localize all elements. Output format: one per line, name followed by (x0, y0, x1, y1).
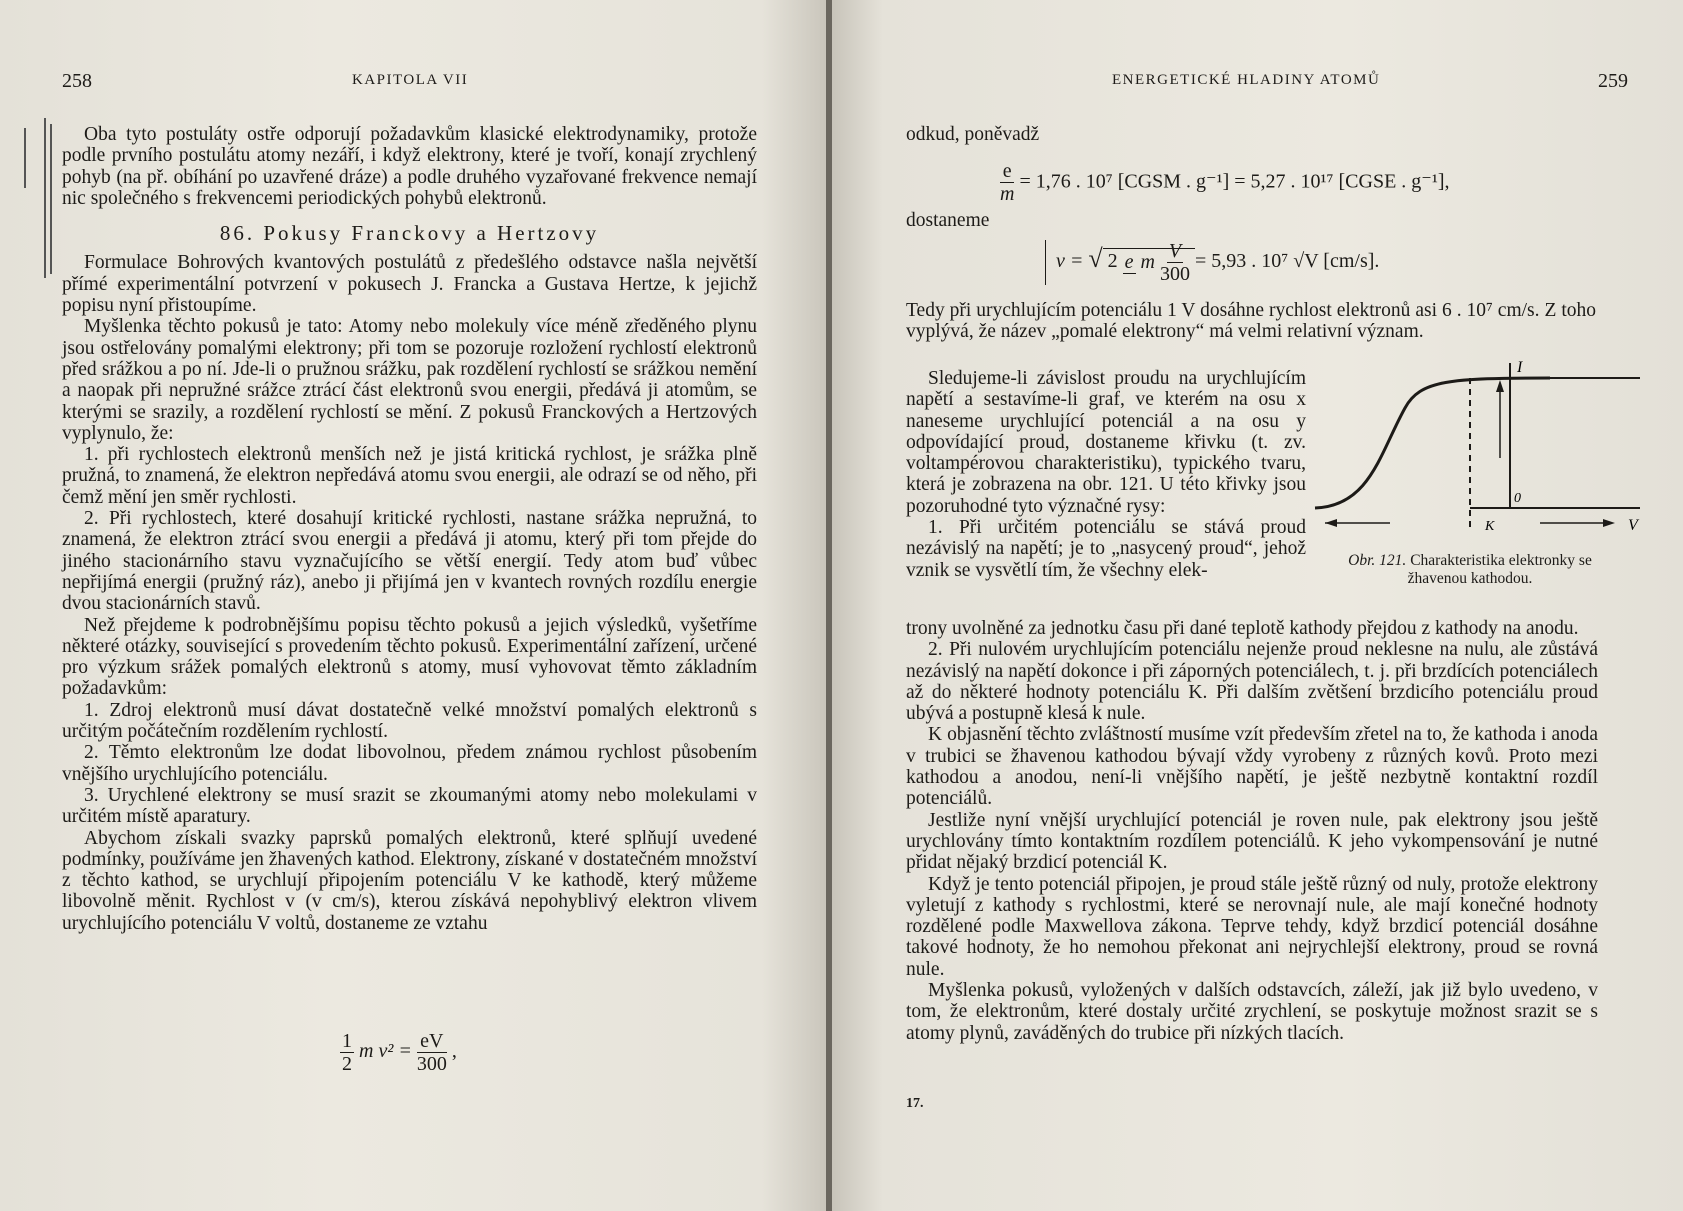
fraction-ev: $\frac{eV}{300}$ (416, 1030, 447, 1075)
right-page-lead (906, 124, 1596, 145)
paragraph: Abychom získali svazky paprsků pomalých elektronů, které splňují uvedené podmínky, používáme jen žhavených kathod. Elektrony, získané v dostatečném množství z těchto kathod, se urychlují připojením potenciálu V ke kathodě, který můžeme libovolně měnit. Rychlost v (v cm/s), kterou získává nepohyblivý elektron vlivem urychlujícího potenciálu V voltů, dostaneme ze vztahu (62, 827, 757, 934)
paragraph: Oba tyto postuláty ostře odporují požadavkům klasické elektrodynamiky, protože podle prvního postulátu atomy nezáří, i když elektrony, které je tvoří, konají zrychlený pohyb (na př. obíhání po uzavřené dráze) a podle druhého vyzařované frekvence nemají nic společného s frekvencemi periodických pohybů elektronů. (62, 124, 757, 209)
paragraph: Myšlenka pokusů, vyložených v dalších odstavcích, záleží, jak již bylo uvedeno, v tom, že elektronům, které dostaly určité zrychlení, se poskytuje možnost srazit se s atomy plynů, zaváděných do trubice při nízkých tlacích. (906, 980, 1598, 1044)
list-item: 2. Při rychlostech, které dosahují kritické rychlosti, nastane srážka nepružná, to znamená, že elektron ztrácí svou energii a předává ji atomu, který při tom přejde do jiného stacionárního stavu vyznačujícího se větší energií. Tedy atom buď vůbec nepřijímá energii (pružný ráz), anebo ji přijímá jen v kvantech rovných rozdílu energie dvou stacionárních stavů. (62, 508, 757, 615)
section-heading: 86. Pokusy Franckovy a Hertzovy (219, 221, 600, 246)
right-page-lead-2 (906, 210, 1306, 231)
list-item: 2. Při nulovém urychlujícím potenciálu nejenže proud neklesne na nulu, ale zůstává nezávislý na napětí dokonce i při záporných potenciálech, t. j. při brzdících potenciálech až do některé hodnoty potenciálu K. Při dalším zvětšení brzdicího potenciálu proud ubývá a postupně klesá k nule. (906, 639, 1598, 725)
charge-mass-ratio-equation: $\frac{e}{m} = 1,76$ . 10⁷ [CGSM . g⁻¹] = 5,27 . 10¹⁷ [CGSE . g⁻¹], (1000, 160, 1450, 205)
paragraph: Myšlenka těchto pokusů je tato: Atomy nebo molekuly více méně zředěného plynu jsou ostřelovány pomalými elektrony; při tom se pozoruje rozložení rychlostí elektronů před srážkou a po ní. Jde-li o pružnou srážku, pak rozdělení rychlostí se srážkou nemění a naopak při nepružné srážce ztrácí část elektronů svou energii, předává ji atomům, se kterými se srazily, a rozdělení rychlostí se mění. Z pokusů Franckových a Hertzových vyplynulo, že: (62, 316, 757, 444)
lead-text: dostaneme (906, 210, 990, 231)
label-current-i: I (1517, 359, 1523, 376)
figure-caption-text: Charakteristika elektronky se žhavenou kathodou. (1407, 552, 1592, 587)
characteristic-curve (1315, 378, 1550, 508)
list-item: 2. Těmto elektronům lze dodat libovolnou, předem známou rychlost působením vnějšího urychlujícího potenciálu. (62, 742, 757, 785)
running-head: KAPITOLA VII (352, 72, 469, 88)
left-page (0, 0, 828, 1211)
kinetic-energy-formula: $\frac{1}{2}$ m v² = $\frac{eV}{300}$ , (342, 1030, 457, 1075)
right-page-side-text (906, 368, 1306, 581)
right-page-body-top (906, 300, 1596, 343)
list-item: 3. Urychlené elektrony se musí srazit se zkoumanými atomy nebo molekulami v určitém místě aparatury. (62, 784, 757, 828)
paragraph: Jestliže nyní vnější urychlující potenciál je roven nule, pak elektrony jsou ještě urychlovány tímto kontaktním rozdílem potenciálů. K jeho vykompensování je nutné přidat nějaký brzdicí potenciál K. (906, 809, 1598, 874)
list-item: 1. při rychlostech elektronů menších než je jistá kritická rychlost, je srážka plně pružná, to znamená, že elektron nepředává atomu svou energii, ale odrazí se od něho, při čemž mění jen směr rychlosti. (62, 444, 757, 508)
paragraph: Formulace Bohrových kvantových postulátů z předešlého odstavce našla největší přímé experimentální potvrzení v pokusech J. Francka a Gustava Hertze, k jejichž popisu nyní přistoupíme. (62, 252, 757, 317)
left-page-body (62, 124, 757, 934)
fraction-half: $\frac{1}{2}$ (342, 1030, 352, 1075)
label-k: K (1485, 519, 1495, 534)
figure-label: Obr. 121. (1348, 552, 1407, 569)
label-v: V (1628, 517, 1638, 534)
page-number: 259 (1598, 70, 1628, 92)
list-item: 1. Při určitém potenciálu se stává proud nezávislý na napětí; je to „nasycený proud“, jehož vznik se vysvětlí tím, že všechny elek- (906, 517, 1306, 581)
paragraph: Sledujeme-li závislost proudu na urychlujícím napětí a sestavíme-li graf, ve kterém na osu x naneseme urychlující potenciál a na osu y odpovídající proud, dostaneme křivku (t. zv. voltampérovou charakteristiku), typického tvaru, která je zobrazena na obr. 121. U této křivky jsou pozoruhodné tyto význačné rysy: (906, 368, 1306, 517)
paragraph: trony uvolněné za jednotku času při dané teplotě kathody přejdou z kathody na anodu. (906, 618, 1579, 639)
right-page-body-bottom (906, 618, 1598, 1044)
voltampere-characteristic-figure (1310, 358, 1650, 558)
velocity-equation: v = √ 2 e m $\frac{V}{300}$ = 5,93 . 10⁷ √V [cm/s]. (1045, 240, 1379, 285)
paragraph: K objasnění těchto zvláštností musíme vzít především zřetel na to, že kathoda i anoda v trubici se žhavenou kathodou bývají vždy vyrobeny z různých kovů. Proto mezi kathodou a anodou, není-li vnějšího napětí, je ještě nezbytně kontaktní rozdíl potenciálů. (906, 724, 1598, 810)
paragraph: Tedy při urychlujícím potenciálu 1 V dosáhne rychlost elektronů asi 6 . 10⁷ cm/s. Z toho vyplývá, že název „pomalé elektrony“ má velmi relativní význam. (906, 300, 1596, 343)
paragraph: Než přejdeme k podrobnějšímu popisu těchto pokusů a jejich výsledků, vyšetříme některé otázky, související s provedením těchto pokusů. Experimentální zařízení, určené pro výzkum srážek pomalých elektronů s atomy, musí vyhovovat těmto základním požadavkům: (62, 614, 757, 700)
list-item: 1. Zdroj elektronů musí dávat dostatečně velké množství pomalých elektronů s určitým počátečním rozdělením rychlostí. (62, 699, 757, 743)
lead-text: odkud, poněvadž (906, 124, 1040, 145)
signature-mark: 17. (906, 1096, 924, 1111)
paragraph: Když je tento potenciál připojen, je proud stále ještě různý od nuly, protože elektrony vyletují z kathody s rychlostmi, které se nerovnají nule, ale mají konečné hodnoty rozdělené podle Maxwellova zákona. Teprve tehdy, když brzdicí potenciál dosáhne takové hodnoty, že ho nemohou překonat ani nejrychlejší elektrony, proud se rovná nule. (906, 873, 1598, 980)
running-head: ENERGETICKÉ HLADINY ATOMŮ (1112, 72, 1381, 88)
margin-pencil-marks (18, 118, 58, 288)
page-number: 258 (62, 70, 92, 92)
figure-caption (1330, 552, 1610, 588)
label-zero: 0 (1514, 491, 1521, 506)
